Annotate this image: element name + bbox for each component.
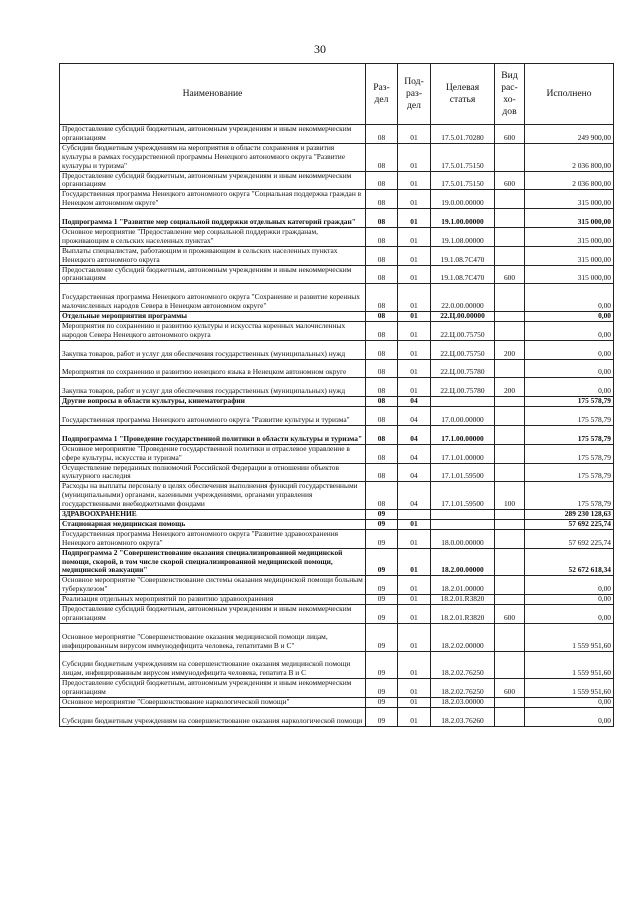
row-amount-cell: 315 000,00 <box>525 209 614 228</box>
row-amount-cell: 315 000,00 <box>525 190 614 209</box>
table-row <box>60 482 614 510</box>
row-type-cell <box>495 246 525 265</box>
budget-execution-table <box>59 63 614 727</box>
row-name-cell: Расходы на выплаты персоналу в целях обеспечения выполнения функций государственными (муниципальными) органами, казенными учреждениями, органами управления государственными внебюджетными фондами <box>60 482 366 510</box>
row-amount-cell: 0,00 <box>525 605 614 624</box>
table-row <box>60 125 614 144</box>
row-type-cell <box>495 576 525 595</box>
row-section-cell: 09 <box>366 651 398 679</box>
table-row <box>60 397 614 407</box>
row-amount-cell: 289 230 128,63 <box>525 510 614 520</box>
row-target-cell: 22.Ц.00.00000 <box>431 312 495 322</box>
row-subsection-cell: 01 <box>398 340 431 359</box>
row-amount-cell: 175 578,79 <box>525 407 614 426</box>
row-amount-cell: 315 000,00 <box>525 227 614 246</box>
table-row <box>60 340 614 359</box>
row-section-cell: 09 <box>366 708 398 727</box>
row-name-cell: Подпрограмма 1 "Развитие мер социальной поддержки отдельных категорий граждан" <box>60 209 366 228</box>
row-subsection-cell: 01 <box>398 284 431 312</box>
row-name-cell: Основное мероприятие "Предоставление мер социальной поддержки гражданам, проживающим в сельских населенных пунктах" <box>60 227 366 246</box>
row-section-cell: 09 <box>366 605 398 624</box>
row-name-cell: Закупка товаров, работ и услуг для обеспечения государственных (муниципальных) нужд <box>60 340 366 359</box>
row-section-cell: 08 <box>366 284 398 312</box>
row-amount-cell: 57 692 225,74 <box>525 529 614 548</box>
row-type-cell <box>495 190 525 209</box>
table-row <box>60 265 614 284</box>
row-section-cell: 08 <box>366 190 398 209</box>
header-target <box>431 64 495 125</box>
row-name-cell: Закупка товаров, работ и услуг для обеспечения государственных (муниципальных) нужд <box>60 378 366 397</box>
row-section-cell: 08 <box>366 321 398 340</box>
row-type-cell <box>495 397 525 407</box>
row-type-cell <box>495 463 525 482</box>
row-type-cell <box>495 407 525 426</box>
row-subsection-cell: 01 <box>398 548 431 576</box>
row-type-cell <box>495 359 525 378</box>
row-subsection-cell: 01 <box>398 171 431 190</box>
row-name-cell: Отдельные мероприятия программы <box>60 312 366 322</box>
row-amount-cell: 0,00 <box>525 312 614 322</box>
row-subsection-cell: 04 <box>398 407 431 426</box>
row-target-cell: 17.1.01.59500 <box>431 482 495 510</box>
row-name-cell: Предоставление субсидий бюджетным, автономным учреждениям и иным некоммерческим организациям <box>60 171 366 190</box>
row-amount-cell: 2 036 800,00 <box>525 171 614 190</box>
row-section-cell: 09 <box>366 510 398 520</box>
row-subsection-cell: 04 <box>398 482 431 510</box>
row-section-cell: 09 <box>366 576 398 595</box>
row-type-cell <box>495 510 525 520</box>
row-subsection-cell: 01 <box>398 595 431 605</box>
row-subsection-cell: 01 <box>398 378 431 397</box>
row-name-cell: ЗДРАВООХРАНЕНИЕ <box>60 510 366 520</box>
row-name-cell: Основное мероприятие "Проведение государственной политики и отраслевое управление в сфере культуры, искусства и туризма" <box>60 444 366 463</box>
table-row <box>60 359 614 378</box>
table-row <box>60 227 614 246</box>
row-subsection-cell: 01 <box>398 312 431 322</box>
row-subsection-cell: 01 <box>398 125 431 144</box>
row-target-cell: 22.Ц.00.75780 <box>431 359 495 378</box>
row-section-cell: 08 <box>366 143 398 171</box>
row-amount-cell: 0,00 <box>525 708 614 727</box>
row-amount-cell: 249 900,00 <box>525 125 614 144</box>
row-target-cell: 22.Ц.00.75750 <box>431 340 495 359</box>
row-target-cell: 19.1.00.00000 <box>431 209 495 228</box>
row-subsection-cell: 01 <box>398 519 431 529</box>
row-subsection-cell: 01 <box>398 576 431 595</box>
row-amount-cell: 0,00 <box>525 340 614 359</box>
row-type-cell <box>495 548 525 576</box>
row-target-cell: 19.1.08.7С470 <box>431 246 495 265</box>
row-name-cell: Предоставление субсидий бюджетным, автономным учреждениям и иным некоммерческим организациям <box>60 125 366 144</box>
row-subsection-cell: 01 <box>398 651 431 679</box>
row-amount-cell: 0,00 <box>525 576 614 595</box>
row-amount-cell: 57 692 225,74 <box>525 519 614 529</box>
row-section-cell: 08 <box>366 407 398 426</box>
row-target-cell: 18.2.02.00000 <box>431 623 495 651</box>
table-row <box>60 576 614 595</box>
row-name-cell: Основное мероприятие "Совершенствование наркологической помощи" <box>60 698 366 708</box>
row-type-cell: 600 <box>495 171 525 190</box>
row-name-cell: Другие вопросы в области культуры, кинематографии <box>60 397 366 407</box>
row-section-cell: 09 <box>366 698 398 708</box>
row-type-cell <box>495 708 525 727</box>
row-section-cell: 09 <box>366 679 398 698</box>
row-name-cell: Стационарная медицинская помощь <box>60 519 366 529</box>
row-name-cell: Субсидии бюджетным учреждениям на совершенствование оказания наркологической помощи <box>60 708 366 727</box>
row-subsection-cell: 01 <box>398 246 431 265</box>
row-target-cell: 19.1.08.7С470 <box>431 265 495 284</box>
table-row <box>60 698 614 708</box>
row-section-cell: 08 <box>366 171 398 190</box>
row-type-cell <box>495 651 525 679</box>
row-section-cell: 08 <box>366 246 398 265</box>
row-name-cell: Предоставление субсидий бюджетным, автономным учреждениям и иным некоммерческим организациям <box>60 265 366 284</box>
row-type-cell <box>495 425 525 444</box>
row-type-cell <box>495 227 525 246</box>
row-section-cell: 08 <box>366 378 398 397</box>
row-type-cell <box>495 312 525 322</box>
row-section-cell: 08 <box>366 340 398 359</box>
row-section-cell: 08 <box>366 425 398 444</box>
row-name-cell: Государственная программа Ненецкого автономного округа "Развитие здравоохранения Ненецкого автономного округа" <box>60 529 366 548</box>
row-amount-cell: 315 000,00 <box>525 265 614 284</box>
row-subsection-cell: 04 <box>398 425 431 444</box>
header-subsection <box>398 64 431 125</box>
row-name-cell: Выплаты специалистам, работающим и проживающим в сельских населенных пунктах Ненецкого автономного округа <box>60 246 366 265</box>
row-type-cell: 200 <box>495 378 525 397</box>
row-amount-cell: 175 578,79 <box>525 425 614 444</box>
row-target-cell: 17.1.00.00000 <box>431 425 495 444</box>
row-target-cell: 17.1.01.00000 <box>431 444 495 463</box>
table-row <box>60 209 614 228</box>
row-subsection-cell: 01 <box>398 321 431 340</box>
row-target-cell: 18.2.03.00000 <box>431 698 495 708</box>
row-amount-cell: 175 578,79 <box>525 463 614 482</box>
row-target-cell: 19.1.08.00000 <box>431 227 495 246</box>
table-row <box>60 519 614 529</box>
row-section-cell: 09 <box>366 623 398 651</box>
row-subsection-cell: 01 <box>398 359 431 378</box>
row-subsection-cell: 04 <box>398 444 431 463</box>
table-row <box>60 246 614 265</box>
row-subsection-cell: 01 <box>398 605 431 624</box>
table-body <box>60 125 614 727</box>
row-type-cell <box>495 284 525 312</box>
table-row <box>60 679 614 698</box>
row-amount-cell: 315 000,00 <box>525 246 614 265</box>
row-type-cell <box>495 444 525 463</box>
table-row <box>60 548 614 576</box>
row-target-cell <box>431 519 495 529</box>
row-target-cell: 22.0.00.00000 <box>431 284 495 312</box>
row-name-cell: Субсидии бюджетным учреждениям на мероприятия в области сохранения и развития культуры в рамках государственной программы Ненецкого автономного округа "Развитие культуры и туризма" <box>60 143 366 171</box>
row-type-cell: 600 <box>495 679 525 698</box>
row-subsection-cell: 01 <box>398 209 431 228</box>
row-subsection-cell: 01 <box>398 529 431 548</box>
table-row <box>60 708 614 727</box>
row-type-cell <box>495 595 525 605</box>
row-section-cell: 08 <box>366 125 398 144</box>
row-target-cell: 17.1.01.59500 <box>431 463 495 482</box>
row-name-cell: Основное мероприятие "Совершенствование оказания медицинской помощи лицам, инфицированным вирусом иммунодефицита человека, гепатитами В и С" <box>60 623 366 651</box>
row-type-cell <box>495 623 525 651</box>
row-type-cell: 600 <box>495 265 525 284</box>
row-section-cell: 09 <box>366 595 398 605</box>
row-subsection-cell: 01 <box>398 190 431 209</box>
row-section-cell: 08 <box>366 209 398 228</box>
row-name-cell: Государственная программа Ненецкого автономного округа "Сохранение и развитие коренных малочисленных народов Севера в Ненецком автономном округе" <box>60 284 366 312</box>
row-type-cell <box>495 529 525 548</box>
table-row <box>60 463 614 482</box>
row-target-cell: 22.Ц.00.75750 <box>431 321 495 340</box>
row-type-cell <box>495 321 525 340</box>
table-row <box>60 605 614 624</box>
row-name-cell: Подпрограмма 1 "Проведение государственной политики в области культуры и туризма" <box>60 425 366 444</box>
row-amount-cell: 0,00 <box>525 595 614 605</box>
table-row <box>60 321 614 340</box>
row-type-cell: 600 <box>495 125 525 144</box>
row-section-cell: 09 <box>366 519 398 529</box>
row-amount-cell: 52 672 618,34 <box>525 548 614 576</box>
header-name: Наименование <box>60 64 366 125</box>
table-row <box>60 444 614 463</box>
table-row <box>60 595 614 605</box>
header-subsection-text: Под- раз- дел <box>404 76 424 111</box>
row-name-cell: Подпрограмма 2 "Совершенствование оказания специализированной медицинской помощи, скорой, в том числе скорой специализированной медицинской помощи, медицинской эвакуации" <box>60 548 366 576</box>
row-subsection-cell: 01 <box>398 265 431 284</box>
row-amount-cell: 0,00 <box>525 359 614 378</box>
row-type-cell: 200 <box>495 340 525 359</box>
table-row <box>60 378 614 397</box>
row-amount-cell: 0,00 <box>525 698 614 708</box>
row-target-cell: 18.2.01.R3820 <box>431 605 495 624</box>
row-type-cell <box>495 143 525 171</box>
row-type-cell <box>495 698 525 708</box>
header-expense-type-text: Вид рас- хо- дов <box>501 70 518 117</box>
row-subsection-cell: 01 <box>398 227 431 246</box>
row-subsection-cell: 01 <box>398 679 431 698</box>
row-name-cell: Предоставление субсидий бюджетным, автономным учреждениям и иным некоммерческим организациям <box>60 605 366 624</box>
row-name-cell: Государственная программа Ненецкого автономного округа "Развитие культуры и туризма" <box>60 407 366 426</box>
table-row <box>60 510 614 520</box>
row-subsection-cell: 01 <box>398 698 431 708</box>
row-subsection-cell <box>398 510 431 520</box>
row-name-cell: Государственная программа Ненецкого автономного округа "Социальная поддержка граждан в Ненецком автономном округе" <box>60 190 366 209</box>
header-expense-type <box>495 64 525 125</box>
row-name-cell: Реализация отдельных мероприятий по развитию здравоохранения <box>60 595 366 605</box>
header-section <box>366 64 398 125</box>
row-target-cell: 18.2.02.76250 <box>431 651 495 679</box>
row-subsection-cell: 01 <box>398 143 431 171</box>
row-target-cell: 22.Ц.00.75780 <box>431 378 495 397</box>
table-row <box>60 312 614 322</box>
table-row <box>60 171 614 190</box>
row-subsection-cell: 01 <box>398 708 431 727</box>
row-target-cell <box>431 510 495 520</box>
row-target-cell: 18.2.01.R3820 <box>431 595 495 605</box>
row-amount-cell: 1 559 951,60 <box>525 679 614 698</box>
header-section-text: Раз- дел <box>373 82 390 105</box>
row-name-cell: Основное мероприятие "Совершенствование системы оказания медицинской помощи больным туберкулезом" <box>60 576 366 595</box>
table-row <box>60 143 614 171</box>
header-target-text: Целевая статья <box>445 82 480 105</box>
table-row <box>60 623 614 651</box>
row-amount-cell: 0,00 <box>525 284 614 312</box>
row-name-cell: Осуществление переданных полномочий Российской Федерации в отношении объектов культурного наследия <box>60 463 366 482</box>
row-type-cell: 100 <box>495 482 525 510</box>
row-amount-cell: 0,00 <box>525 321 614 340</box>
row-type-cell: 600 <box>495 605 525 624</box>
row-name-cell: Субсидии бюджетным учреждениям на совершенствование оказания медицинской помощи лицам, инфицированным вирусом иммунодефицита человека, гепатита В и С <box>60 651 366 679</box>
row-amount-cell: 175 578,79 <box>525 397 614 407</box>
row-subsection-cell: 04 <box>398 463 431 482</box>
row-target-cell <box>431 397 495 407</box>
row-section-cell: 09 <box>366 548 398 576</box>
header-executed: Исполнено <box>525 64 614 125</box>
row-target-cell: 19.0.00.00000 <box>431 190 495 209</box>
row-section-cell: 08 <box>366 444 398 463</box>
table-header-row <box>60 64 614 125</box>
row-type-cell <box>495 209 525 228</box>
row-section-cell: 08 <box>366 227 398 246</box>
row-amount-cell: 0,00 <box>525 378 614 397</box>
row-subsection-cell: 01 <box>398 623 431 651</box>
row-subsection-cell: 04 <box>398 397 431 407</box>
row-target-cell: 18.2.03.76260 <box>431 708 495 727</box>
table-row <box>60 529 614 548</box>
table-row <box>60 651 614 679</box>
row-section-cell: 08 <box>366 359 398 378</box>
row-target-cell: 18.2.01.00000 <box>431 576 495 595</box>
row-section-cell: 09 <box>366 529 398 548</box>
row-section-cell: 08 <box>366 312 398 322</box>
row-amount-cell: 175 578,79 <box>525 444 614 463</box>
table-row <box>60 190 614 209</box>
row-target-cell: 18.0.00.00000 <box>431 529 495 548</box>
row-section-cell: 08 <box>366 482 398 510</box>
page-number: 30 <box>314 42 326 56</box>
row-amount-cell: 1 559 951,60 <box>525 623 614 651</box>
row-name-cell: Предоставление субсидий бюджетным, автономным учреждениям и иным некоммерческим организациям <box>60 679 366 698</box>
table-row <box>60 425 614 444</box>
row-section-cell: 08 <box>366 397 398 407</box>
table-row <box>60 407 614 426</box>
row-name-cell: Мероприятия по сохранению и развитию культуры и искусства коренных малочисленных народов Севера Ненецкого автономного округа <box>60 321 366 340</box>
row-section-cell: 08 <box>366 265 398 284</box>
row-name-cell: Мероприятия по сохранению и развитию ненецкого языка в Ненецком автономном округе <box>60 359 366 378</box>
row-target-cell: 17.5.01.75150 <box>431 143 495 171</box>
row-target-cell: 17.5.01.70280 <box>431 125 495 144</box>
row-target-cell: 18.2.02.76250 <box>431 679 495 698</box>
row-target-cell: 18.2.00.00000 <box>431 548 495 576</box>
row-target-cell: 17.5.01.75150 <box>431 171 495 190</box>
row-amount-cell: 175 578,79 <box>525 482 614 510</box>
row-amount-cell: 2 036 800,00 <box>525 143 614 171</box>
row-amount-cell: 1 559 951,60 <box>525 651 614 679</box>
table-row <box>60 284 614 312</box>
row-target-cell: 17.0.00.00000 <box>431 407 495 426</box>
row-section-cell: 08 <box>366 463 398 482</box>
row-type-cell <box>495 519 525 529</box>
